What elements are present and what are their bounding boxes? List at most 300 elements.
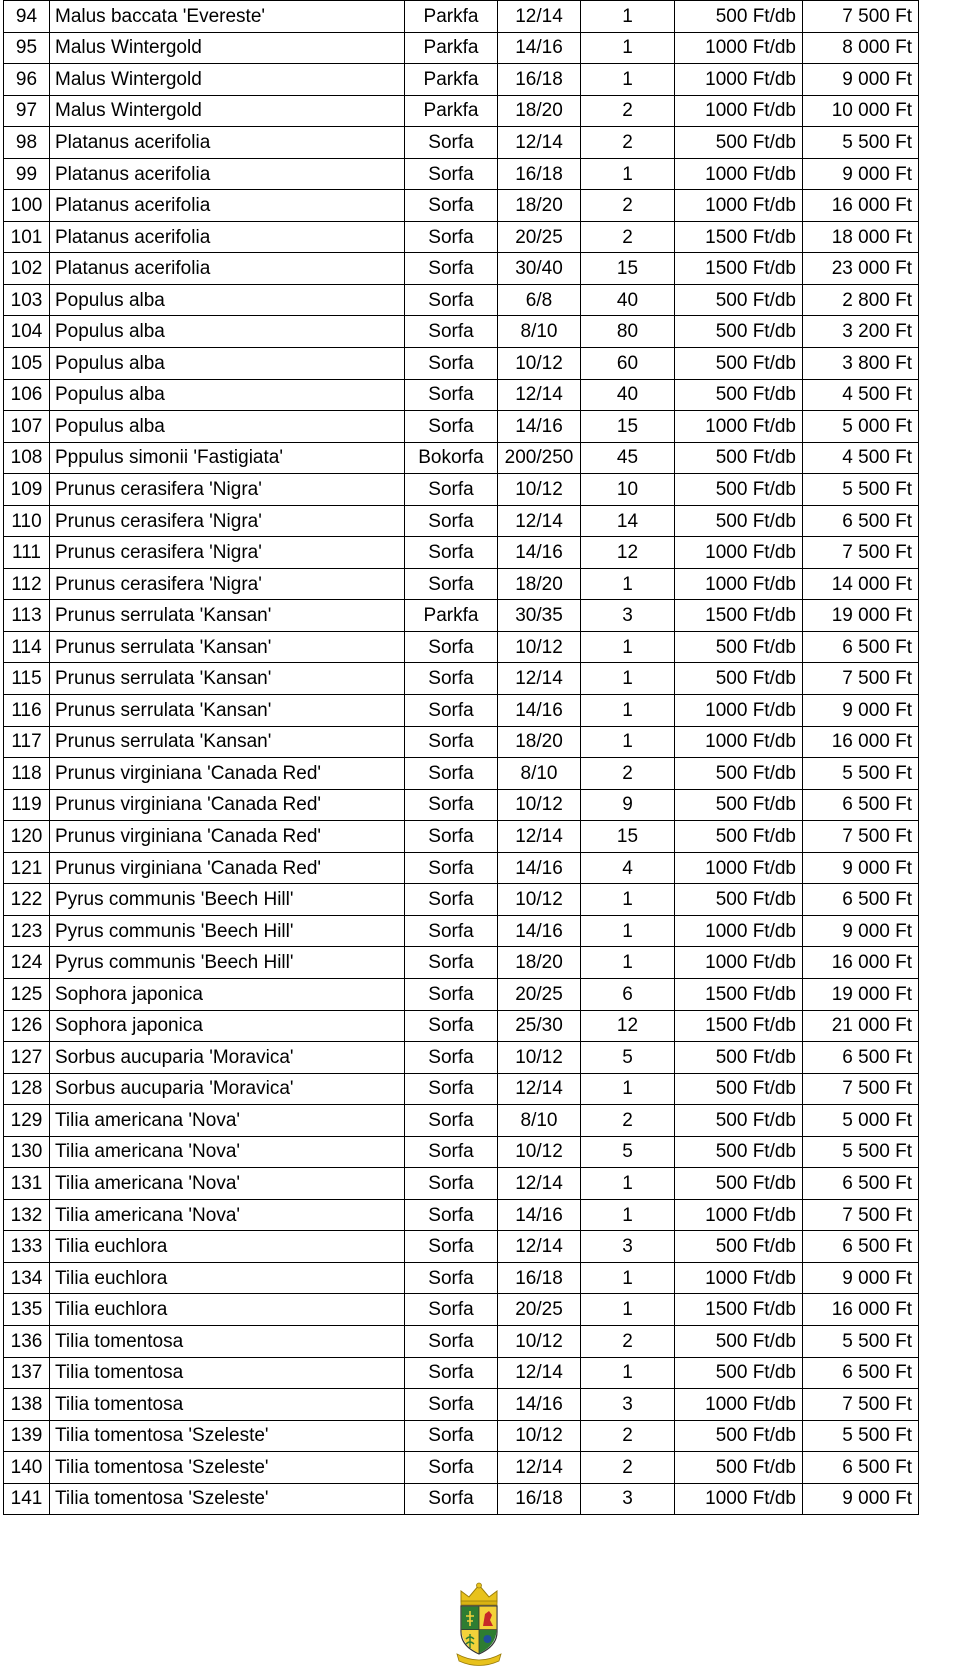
unit-price-cell: 7 500 Ft — [803, 663, 919, 695]
plant-size-cell: 8/10 — [498, 758, 581, 790]
stock-quantity-cell: 1 — [581, 947, 675, 979]
plant-form-cell: Sorfa — [405, 1262, 498, 1294]
plant-size-cell: 10/12 — [498, 789, 581, 821]
stock-quantity-cell: 1 — [581, 568, 675, 600]
unit-fee-cell: 1000 Ft/db — [675, 568, 803, 600]
row-number-cell: 129 — [4, 1105, 50, 1137]
plant-form-cell: Sorfa — [405, 505, 498, 537]
unit-fee-cell: 1000 Ft/db — [675, 95, 803, 127]
table-row — [4, 95, 919, 127]
unit-price-cell: 9 000 Ft — [803, 852, 919, 884]
unit-fee-cell: 1500 Ft/db — [675, 600, 803, 632]
table-row — [4, 1294, 919, 1326]
unit-fee-cell: 1000 Ft/db — [675, 695, 803, 727]
plant-name-cell: Platanus acerifolia — [50, 253, 405, 285]
row-number-cell: 109 — [4, 474, 50, 506]
plant-size-cell: 8/10 — [498, 1105, 581, 1137]
row-number-cell: 105 — [4, 348, 50, 380]
table-row — [4, 348, 919, 380]
plant-name-cell: Tilia tomentosa — [50, 1357, 405, 1389]
table-row — [4, 221, 919, 253]
row-number-cell: 118 — [4, 758, 50, 790]
unit-fee-cell: 500 Ft/db — [675, 348, 803, 380]
unit-price-cell: 16 000 Ft — [803, 947, 919, 979]
row-number-cell: 141 — [4, 1483, 50, 1515]
stock-quantity-cell: 1 — [581, 631, 675, 663]
plant-form-cell: Sorfa — [405, 348, 498, 380]
stock-quantity-cell: 1 — [581, 1168, 675, 1200]
unit-price-cell: 6 500 Ft — [803, 884, 919, 916]
plant-form-cell: Sorfa — [405, 1452, 498, 1484]
unit-price-cell: 18 000 Ft — [803, 221, 919, 253]
row-number-cell: 116 — [4, 695, 50, 727]
stock-quantity-cell: 15 — [581, 821, 675, 853]
unit-fee-cell: 1000 Ft/db — [675, 852, 803, 884]
table-row — [4, 978, 919, 1010]
unit-fee-cell: 500 Ft/db — [675, 758, 803, 790]
table-row — [4, 442, 919, 474]
unit-price-cell: 23 000 Ft — [803, 253, 919, 285]
stock-quantity-cell: 1 — [581, 1199, 675, 1231]
plant-size-cell: 14/16 — [498, 411, 581, 443]
row-number-cell: 135 — [4, 1294, 50, 1326]
plant-name-cell: Sorbus aucuparia 'Moravica' — [50, 1073, 405, 1105]
unit-fee-cell: 1000 Ft/db — [675, 32, 803, 64]
plant-size-cell: 10/12 — [498, 884, 581, 916]
plant-name-cell: Tilia euchlora — [50, 1231, 405, 1263]
plant-size-cell: 16/18 — [498, 158, 581, 190]
row-number-cell: 134 — [4, 1262, 50, 1294]
table-row — [4, 1262, 919, 1294]
plant-form-cell: Sorfa — [405, 1073, 498, 1105]
unit-price-cell: 16 000 Ft — [803, 190, 919, 222]
plant-form-cell: Sorfa — [405, 316, 498, 348]
unit-fee-cell: 1000 Ft/db — [675, 726, 803, 758]
row-number-cell: 97 — [4, 95, 50, 127]
plant-size-cell: 10/12 — [498, 631, 581, 663]
stock-quantity-cell: 3 — [581, 1231, 675, 1263]
plant-form-cell: Sorfa — [405, 631, 498, 663]
unit-price-cell: 9 000 Ft — [803, 1262, 919, 1294]
stock-quantity-cell: 15 — [581, 253, 675, 285]
table-row — [4, 631, 919, 663]
plant-name-cell: Tilia euchlora — [50, 1294, 405, 1326]
row-number-cell: 140 — [4, 1452, 50, 1484]
table-row — [4, 1420, 919, 1452]
table-row — [4, 474, 919, 506]
row-number-cell: 96 — [4, 64, 50, 96]
table-row — [4, 1010, 919, 1042]
unit-price-cell: 7 500 Ft — [803, 1389, 919, 1421]
row-number-cell: 130 — [4, 1136, 50, 1168]
unit-price-cell: 9 000 Ft — [803, 915, 919, 947]
plant-size-cell: 16/18 — [498, 1483, 581, 1515]
unit-fee-cell: 1000 Ft/db — [675, 915, 803, 947]
table-row — [4, 537, 919, 569]
unit-price-cell: 3 200 Ft — [803, 316, 919, 348]
plant-form-cell: Parkfa — [405, 32, 498, 64]
plant-form-cell: Sorfa — [405, 1325, 498, 1357]
unit-fee-cell: 500 Ft/db — [675, 127, 803, 159]
plant-name-cell: Prunus cerasifera 'Nigra' — [50, 474, 405, 506]
plant-form-cell: Sorfa — [405, 1231, 498, 1263]
plant-form-cell: Parkfa — [405, 64, 498, 96]
stock-quantity-cell: 3 — [581, 1483, 675, 1515]
table-row — [4, 1389, 919, 1421]
unit-fee-cell: 500 Ft/db — [675, 1105, 803, 1137]
plant-size-cell: 20/25 — [498, 978, 581, 1010]
table-row — [4, 758, 919, 790]
plant-size-cell: 8/10 — [498, 316, 581, 348]
plant-name-cell: Tilia tomentosa — [50, 1389, 405, 1421]
stock-quantity-cell: 2 — [581, 190, 675, 222]
plant-form-cell: Sorfa — [405, 1294, 498, 1326]
plant-form-cell: Sorfa — [405, 978, 498, 1010]
unit-price-cell: 7 500 Ft — [803, 1, 919, 33]
stock-quantity-cell: 60 — [581, 348, 675, 380]
row-number-cell: 107 — [4, 411, 50, 443]
unit-price-cell: 5 500 Ft — [803, 1136, 919, 1168]
plant-form-cell: Sorfa — [405, 284, 498, 316]
plant-form-cell: Sorfa — [405, 852, 498, 884]
plant-name-cell: Tilia tomentosa 'Szeleste' — [50, 1483, 405, 1515]
table-row — [4, 1105, 919, 1137]
row-number-cell: 103 — [4, 284, 50, 316]
plant-form-cell: Sorfa — [405, 158, 498, 190]
unit-price-cell: 4 500 Ft — [803, 442, 919, 474]
plant-form-cell: Sorfa — [405, 379, 498, 411]
table-row — [4, 789, 919, 821]
plant-form-cell: Sorfa — [405, 884, 498, 916]
table-row — [4, 821, 919, 853]
plant-form-cell: Sorfa — [405, 127, 498, 159]
plant-size-cell: 10/12 — [498, 348, 581, 380]
plant-form-cell: Sorfa — [405, 821, 498, 853]
row-number-cell: 119 — [4, 789, 50, 821]
unit-price-cell: 7 500 Ft — [803, 1073, 919, 1105]
unit-price-cell: 5 500 Ft — [803, 474, 919, 506]
unit-fee-cell: 500 Ft/db — [675, 1325, 803, 1357]
unit-fee-cell: 500 Ft/db — [675, 789, 803, 821]
row-number-cell: 139 — [4, 1420, 50, 1452]
unit-fee-cell: 1500 Ft/db — [675, 1010, 803, 1042]
plant-name-cell: Platanus acerifolia — [50, 190, 405, 222]
unit-fee-cell: 500 Ft/db — [675, 1420, 803, 1452]
plant-size-cell: 12/14 — [498, 1073, 581, 1105]
stock-quantity-cell: 40 — [581, 284, 675, 316]
stock-quantity-cell: 1 — [581, 915, 675, 947]
unit-price-cell: 7 500 Ft — [803, 537, 919, 569]
stock-quantity-cell: 10 — [581, 474, 675, 506]
row-number-cell: 113 — [4, 600, 50, 632]
table-row — [4, 505, 919, 537]
unit-fee-cell: 500 Ft/db — [675, 821, 803, 853]
plant-name-cell: Platanus acerifolia — [50, 221, 405, 253]
plant-form-cell: Sorfa — [405, 758, 498, 790]
table-row — [4, 379, 919, 411]
unit-price-cell: 6 500 Ft — [803, 1231, 919, 1263]
plant-name-cell: Malus Wintergold — [50, 64, 405, 96]
table-row — [4, 1483, 919, 1515]
unit-fee-cell: 500 Ft/db — [675, 474, 803, 506]
plant-form-cell: Sorfa — [405, 663, 498, 695]
stock-quantity-cell: 6 — [581, 978, 675, 1010]
row-number-cell: 95 — [4, 32, 50, 64]
plant-size-cell: 10/12 — [498, 1136, 581, 1168]
row-number-cell: 99 — [4, 158, 50, 190]
plant-name-cell: Pyrus communis 'Beech Hill' — [50, 884, 405, 916]
plant-name-cell: Tilia tomentosa 'Szeleste' — [50, 1420, 405, 1452]
unit-price-cell: 5 000 Ft — [803, 411, 919, 443]
unit-fee-cell: 1000 Ft/db — [675, 64, 803, 96]
plant-form-cell: Sorfa — [405, 789, 498, 821]
unit-price-cell: 6 500 Ft — [803, 1452, 919, 1484]
plant-size-cell: 14/16 — [498, 1199, 581, 1231]
plant-size-cell: 12/14 — [498, 821, 581, 853]
plant-size-cell: 200/250 — [498, 442, 581, 474]
plant-name-cell: Populus alba — [50, 348, 405, 380]
unit-price-cell: 6 500 Ft — [803, 1168, 919, 1200]
unit-price-cell: 7 500 Ft — [803, 821, 919, 853]
stock-quantity-cell: 2 — [581, 221, 675, 253]
plant-size-cell: 20/25 — [498, 1294, 581, 1326]
plant-size-cell: 10/12 — [498, 1420, 581, 1452]
plant-size-cell: 12/14 — [498, 1168, 581, 1200]
row-number-cell: 102 — [4, 253, 50, 285]
plant-form-cell: Sorfa — [405, 1357, 498, 1389]
plant-form-cell: Sorfa — [405, 1389, 498, 1421]
table-row — [4, 127, 919, 159]
plant-form-cell: Sorfa — [405, 1420, 498, 1452]
plant-form-cell: Parkfa — [405, 600, 498, 632]
unit-fee-cell: 1500 Ft/db — [675, 1294, 803, 1326]
table-row — [4, 852, 919, 884]
unit-fee-cell: 1000 Ft/db — [675, 1199, 803, 1231]
plant-name-cell: Tilia americana 'Nova' — [50, 1136, 405, 1168]
table-row — [4, 1136, 919, 1168]
stock-quantity-cell: 5 — [581, 1136, 675, 1168]
row-number-cell: 131 — [4, 1168, 50, 1200]
row-number-cell: 126 — [4, 1010, 50, 1042]
plant-size-cell: 12/14 — [498, 379, 581, 411]
stock-quantity-cell: 1 — [581, 1262, 675, 1294]
plant-name-cell: Tilia euchlora — [50, 1262, 405, 1294]
stock-quantity-cell: 3 — [581, 1389, 675, 1421]
stock-quantity-cell: 1 — [581, 1294, 675, 1326]
row-number-cell: 111 — [4, 537, 50, 569]
table-row — [4, 190, 919, 222]
stock-quantity-cell: 2 — [581, 758, 675, 790]
plant-size-cell: 18/20 — [498, 568, 581, 600]
unit-price-cell: 6 500 Ft — [803, 631, 919, 663]
unit-price-cell: 10 000 Ft — [803, 95, 919, 127]
plant-name-cell: Tilia tomentosa 'Szeleste' — [50, 1452, 405, 1484]
row-number-cell: 98 — [4, 127, 50, 159]
coat-of-arms-icon — [449, 1582, 509, 1666]
stock-quantity-cell: 4 — [581, 852, 675, 884]
unit-fee-cell: 1000 Ft/db — [675, 537, 803, 569]
table-row — [4, 284, 919, 316]
unit-fee-cell: 500 Ft/db — [675, 884, 803, 916]
row-number-cell: 121 — [4, 852, 50, 884]
table-row — [4, 1452, 919, 1484]
plant-size-cell: 18/20 — [498, 726, 581, 758]
row-number-cell: 120 — [4, 821, 50, 853]
table-row — [4, 1, 919, 33]
plant-form-cell: Sorfa — [405, 411, 498, 443]
plant-form-cell: Sorfa — [405, 221, 498, 253]
plant-name-cell: Prunus cerasifera 'Nigra' — [50, 505, 405, 537]
table-row — [4, 1231, 919, 1263]
plant-size-cell: 12/14 — [498, 1231, 581, 1263]
stock-quantity-cell: 2 — [581, 95, 675, 127]
plant-name-cell: Prunus serrulata 'Kansan' — [50, 695, 405, 727]
plant-form-cell: Sorfa — [405, 695, 498, 727]
table-row — [4, 884, 919, 916]
plant-form-cell: Sorfa — [405, 1483, 498, 1515]
plant-name-cell: Sophora japonica — [50, 1010, 405, 1042]
unit-fee-cell: 500 Ft/db — [675, 631, 803, 663]
table-row — [4, 600, 919, 632]
stock-quantity-cell: 1 — [581, 158, 675, 190]
unit-price-cell: 6 500 Ft — [803, 505, 919, 537]
plant-size-cell: 10/12 — [498, 1325, 581, 1357]
plant-name-cell: Populus alba — [50, 379, 405, 411]
table-row — [4, 158, 919, 190]
plant-name-cell: Pppulus simonii 'Fastigiata' — [50, 442, 405, 474]
plant-form-cell: Sorfa — [405, 1136, 498, 1168]
unit-fee-cell: 1500 Ft/db — [675, 221, 803, 253]
table-row — [4, 1325, 919, 1357]
stock-quantity-cell: 1 — [581, 32, 675, 64]
plant-form-cell: Sorfa — [405, 1010, 498, 1042]
unit-fee-cell: 500 Ft/db — [675, 1168, 803, 1200]
stock-quantity-cell: 1 — [581, 1073, 675, 1105]
unit-fee-cell: 500 Ft/db — [675, 442, 803, 474]
unit-fee-cell: 1500 Ft/db — [675, 253, 803, 285]
unit-fee-cell: 500 Ft/db — [675, 1136, 803, 1168]
row-number-cell: 108 — [4, 442, 50, 474]
plant-form-cell: Sorfa — [405, 474, 498, 506]
plant-name-cell: Prunus cerasifera 'Nigra' — [50, 537, 405, 569]
plant-size-cell: 12/14 — [498, 127, 581, 159]
unit-price-cell: 9 000 Ft — [803, 158, 919, 190]
plant-size-cell: 12/14 — [498, 1357, 581, 1389]
stock-quantity-cell: 1 — [581, 663, 675, 695]
table-row — [4, 695, 919, 727]
plant-size-cell: 14/16 — [498, 32, 581, 64]
plant-size-cell: 30/40 — [498, 253, 581, 285]
plant-name-cell: Prunus serrulata 'Kansan' — [50, 726, 405, 758]
unit-price-cell: 9 000 Ft — [803, 1483, 919, 1515]
row-number-cell: 125 — [4, 978, 50, 1010]
plant-form-cell: Sorfa — [405, 1168, 498, 1200]
plant-size-cell: 16/18 — [498, 1262, 581, 1294]
stock-quantity-cell: 2 — [581, 1420, 675, 1452]
plant-name-cell: Malus Wintergold — [50, 95, 405, 127]
row-number-cell: 138 — [4, 1389, 50, 1421]
unit-price-cell: 3 800 Ft — [803, 348, 919, 380]
row-number-cell: 123 — [4, 915, 50, 947]
unit-price-cell: 5 000 Ft — [803, 1105, 919, 1137]
stock-quantity-cell: 2 — [581, 1105, 675, 1137]
plant-name-cell: Tilia tomentosa — [50, 1325, 405, 1357]
plant-form-cell: Sorfa — [405, 190, 498, 222]
stock-quantity-cell: 1 — [581, 1357, 675, 1389]
plant-name-cell: Pyrus communis 'Beech Hill' — [50, 947, 405, 979]
row-number-cell: 127 — [4, 1042, 50, 1074]
plant-form-cell: Sorfa — [405, 947, 498, 979]
stock-quantity-cell: 1 — [581, 1, 675, 33]
stock-quantity-cell: 40 — [581, 379, 675, 411]
table-row — [4, 1357, 919, 1389]
plant-form-cell: Bokorfa — [405, 442, 498, 474]
plant-name-cell: Prunus serrulata 'Kansan' — [50, 631, 405, 663]
table-row — [4, 64, 919, 96]
stock-quantity-cell: 9 — [581, 789, 675, 821]
unit-price-cell: 6 500 Ft — [803, 1357, 919, 1389]
plant-form-cell: Sorfa — [405, 1105, 498, 1137]
stock-quantity-cell: 12 — [581, 1010, 675, 1042]
plant-size-cell: 30/35 — [498, 600, 581, 632]
plant-name-cell: Prunus cerasifera 'Nigra' — [50, 568, 405, 600]
table-row — [4, 947, 919, 979]
row-number-cell: 110 — [4, 505, 50, 537]
table-row — [4, 1199, 919, 1231]
plant-name-cell: Malus baccata 'Evereste' — [50, 1, 405, 33]
unit-price-cell: 4 500 Ft — [803, 379, 919, 411]
unit-fee-cell: 1000 Ft/db — [675, 1483, 803, 1515]
plant-name-cell: Platanus acerifolia — [50, 127, 405, 159]
unit-price-cell: 9 000 Ft — [803, 695, 919, 727]
stock-quantity-cell: 1 — [581, 64, 675, 96]
row-number-cell: 132 — [4, 1199, 50, 1231]
row-number-cell: 136 — [4, 1325, 50, 1357]
plant-name-cell: Populus alba — [50, 284, 405, 316]
row-number-cell: 112 — [4, 568, 50, 600]
plant-size-cell: 12/14 — [498, 1452, 581, 1484]
unit-price-cell: 5 500 Ft — [803, 1325, 919, 1357]
plant-size-cell: 14/16 — [498, 537, 581, 569]
row-number-cell: 133 — [4, 1231, 50, 1263]
plant-form-cell: Parkfa — [405, 95, 498, 127]
plant-form-cell: Sorfa — [405, 915, 498, 947]
unit-fee-cell: 1000 Ft/db — [675, 158, 803, 190]
plant-name-cell: Prunus virginiana 'Canada Red' — [50, 821, 405, 853]
stock-quantity-cell: 1 — [581, 726, 675, 758]
unit-fee-cell: 500 Ft/db — [675, 1357, 803, 1389]
stock-quantity-cell: 1 — [581, 695, 675, 727]
plant-name-cell: Platanus acerifolia — [50, 158, 405, 190]
plant-name-cell: Prunus virginiana 'Canada Red' — [50, 789, 405, 821]
plant-form-cell: Sorfa — [405, 568, 498, 600]
unit-price-cell: 8 000 Ft — [803, 32, 919, 64]
stock-quantity-cell: 15 — [581, 411, 675, 443]
row-number-cell: 101 — [4, 221, 50, 253]
unit-fee-cell: 1000 Ft/db — [675, 1389, 803, 1421]
plant-size-cell: 18/20 — [498, 190, 581, 222]
unit-price-cell: 19 000 Ft — [803, 978, 919, 1010]
row-number-cell: 106 — [4, 379, 50, 411]
unit-price-cell: 6 500 Ft — [803, 1042, 919, 1074]
plant-size-cell: 12/14 — [498, 1, 581, 33]
plant-size-cell: 10/12 — [498, 474, 581, 506]
unit-price-cell: 16 000 Ft — [803, 726, 919, 758]
unit-price-cell: 5 500 Ft — [803, 1420, 919, 1452]
unit-price-cell: 21 000 Ft — [803, 1010, 919, 1042]
price-list-body — [4, 1, 919, 1515]
stock-quantity-cell: 2 — [581, 1452, 675, 1484]
